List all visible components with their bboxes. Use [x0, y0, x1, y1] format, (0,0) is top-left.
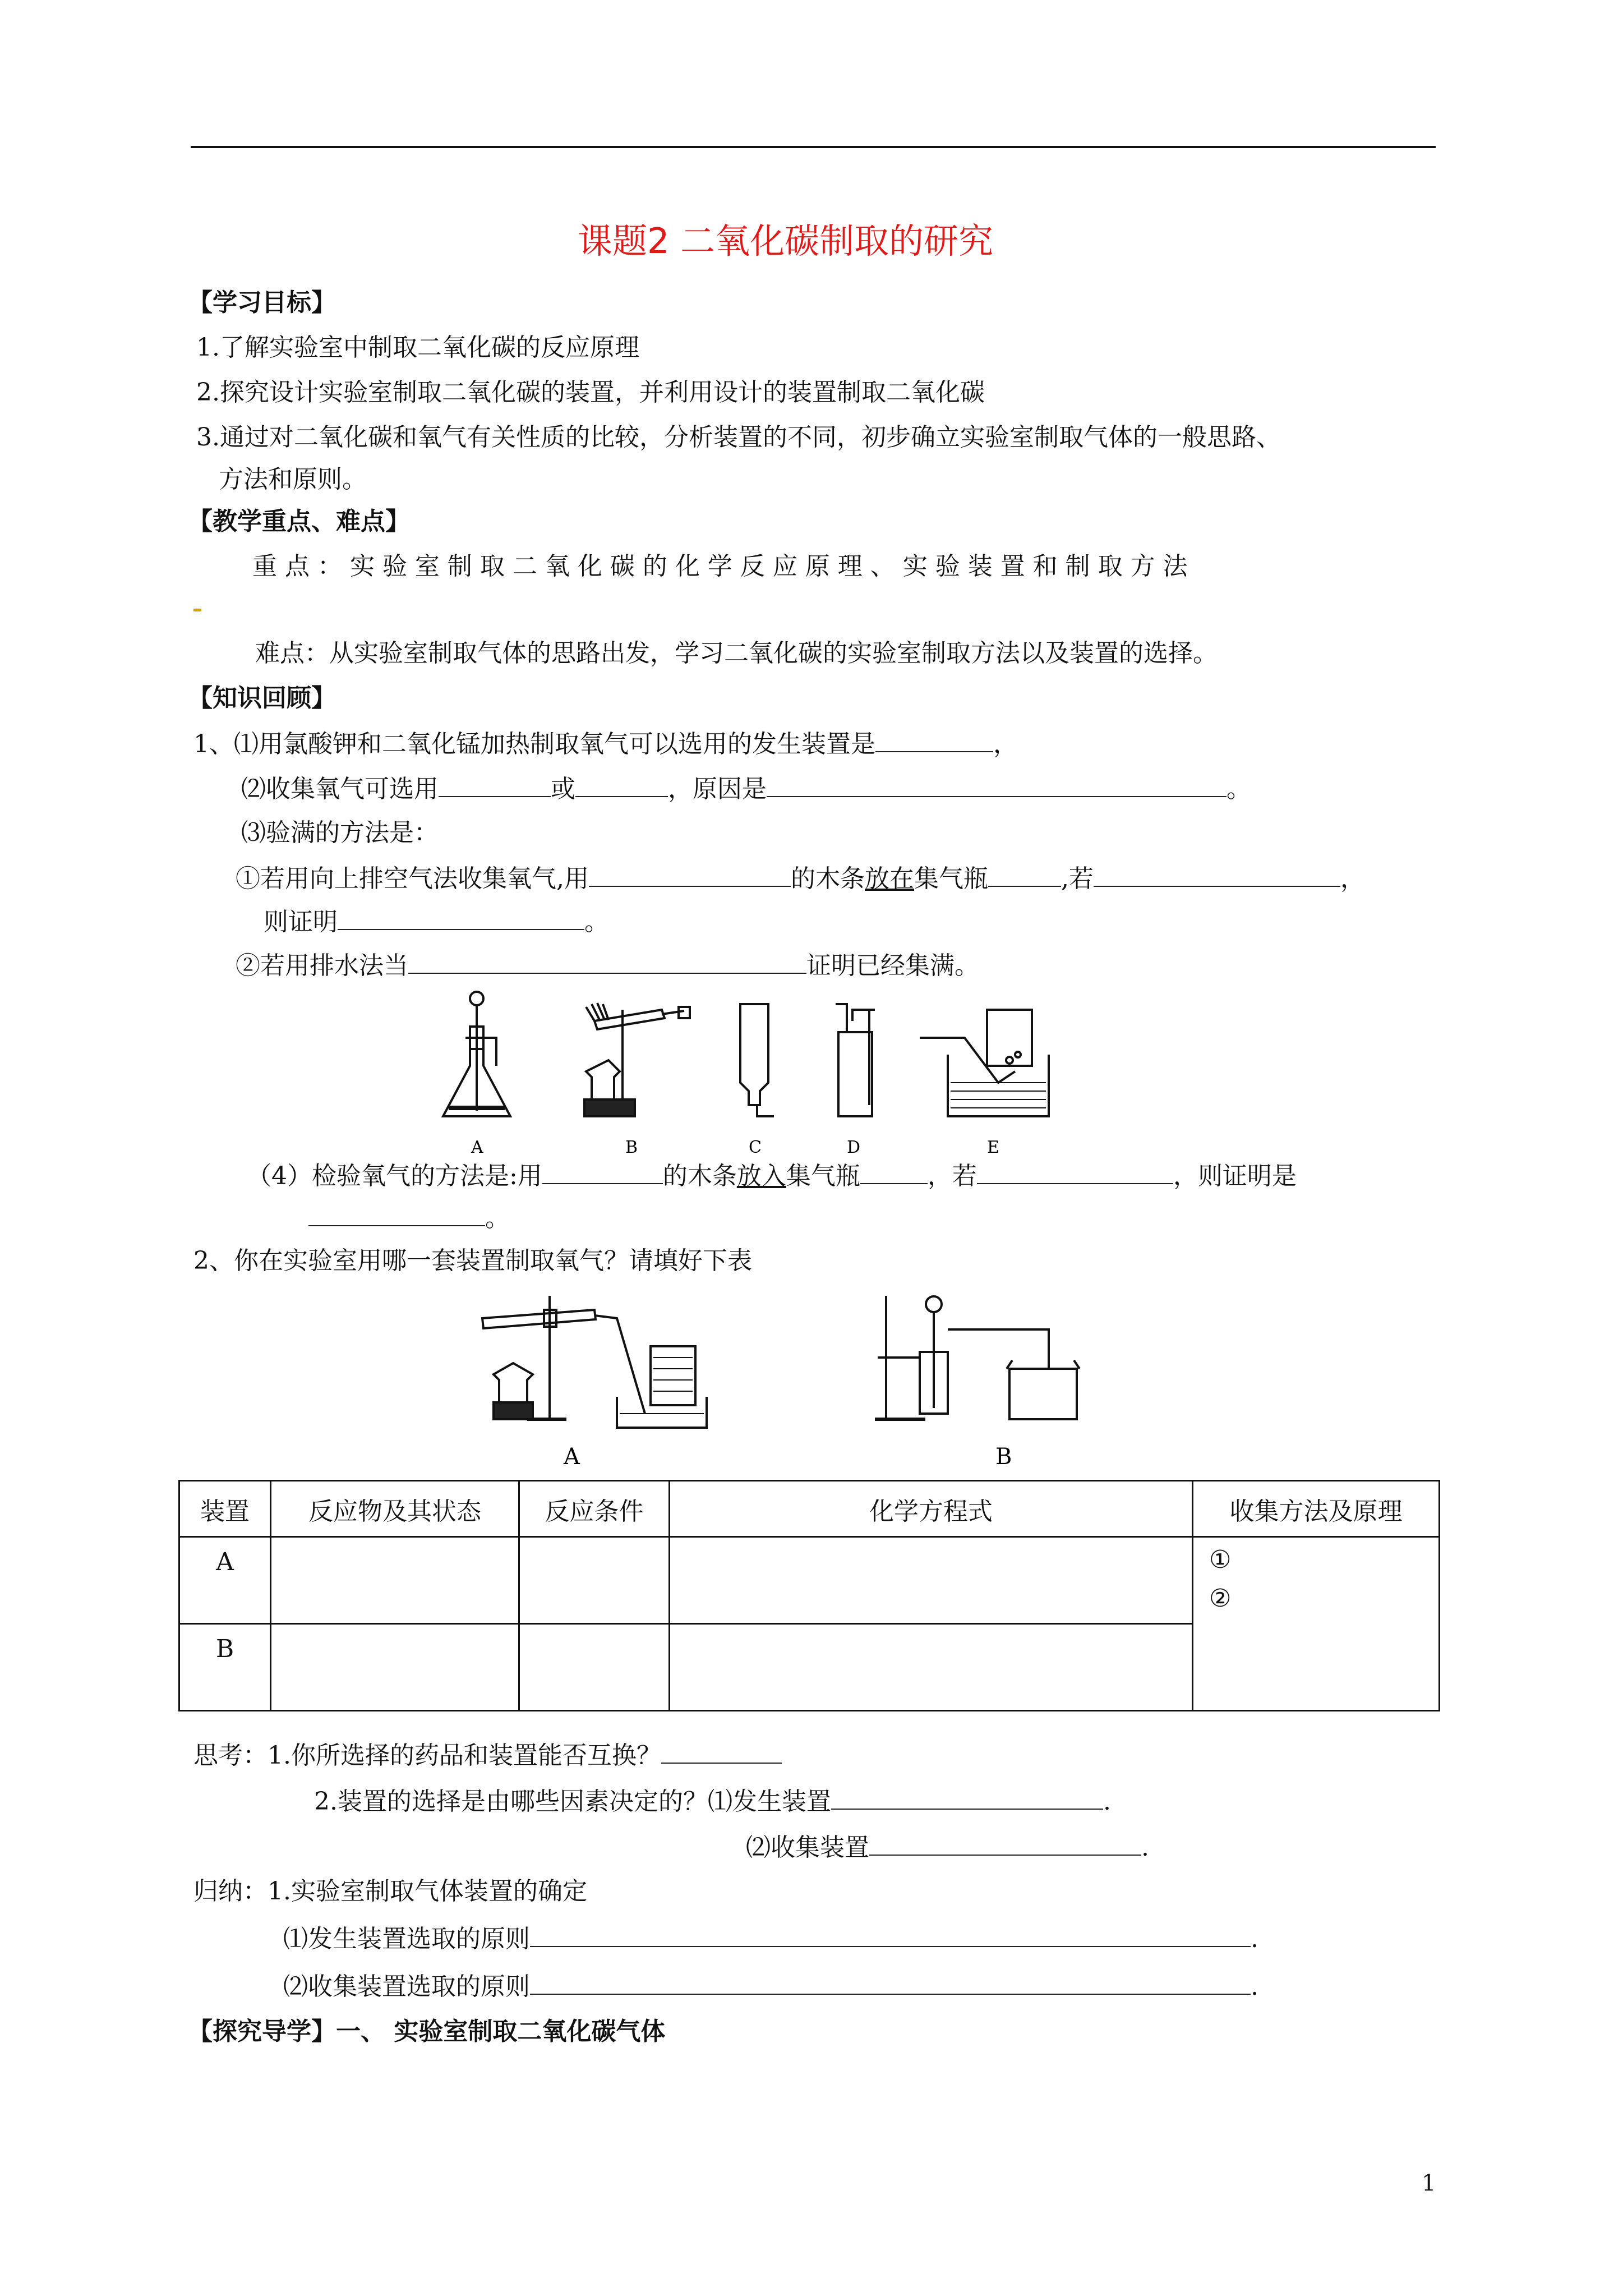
- focus-difficulty: 难点：从实验室制取气体的思路出发，学习二氧化碳的实验室制取方法以及装置的选择。: [255, 639, 1218, 668]
- header-rule: [191, 146, 1436, 148]
- summary-b: ⑵收集装置选取的原则 .: [283, 1969, 1258, 2004]
- answer-blank[interactable]: [308, 1200, 485, 1226]
- answer-blank[interactable]: [767, 771, 1227, 797]
- goal-item-2: 2.探究设计实验室制取二氧化碳的装置，并利用设计的装置制取二氧化碳: [196, 378, 985, 407]
- answer-blank[interactable]: [875, 726, 993, 752]
- table-header: 化学方程式: [670, 1481, 1193, 1537]
- page-title: 课题2 二氧化碳制取的研究: [578, 220, 994, 261]
- apparatus-label-a: A: [471, 1138, 483, 1157]
- focus-heading: 【教学重点、难点】: [188, 507, 410, 536]
- table-cell[interactable]: [670, 1537, 1193, 1624]
- table-cell[interactable]: [271, 1624, 519, 1711]
- think-q3: ⑵收集装置 .: [746, 1830, 1149, 1865]
- collect-mark-1: ①: [1209, 1545, 1232, 1574]
- question-1-3: ⑶验满的方法是：: [241, 818, 439, 847]
- apparatus-d: [836, 1004, 875, 1116]
- answer-blank[interactable]: [589, 861, 791, 887]
- explore-heading: 【探究导学】一、 实验室制取二氧化碳气体: [188, 2017, 666, 2046]
- question-1-4: （4）检验氧气的方法是:用 的木条放入集气瓶 ，若 ，则证明是: [247, 1158, 1297, 1193]
- table-cell[interactable]: [670, 1624, 1193, 1711]
- summary-a: ⑴发生装置选取的原则 .: [283, 1921, 1258, 1956]
- answer-blank[interactable]: [977, 1158, 1173, 1184]
- collect-method-cell[interactable]: [1193, 1537, 1440, 1711]
- answer-blank[interactable]: [661, 1738, 782, 1764]
- answer-blank[interactable]: [831, 1784, 1103, 1810]
- goal-item-3-cont: 方法和原则。: [219, 465, 367, 494]
- setup-figure: [471, 1285, 1144, 1487]
- question-1-2: ⑵收集氧气可选用 或 ，原因是 。: [241, 771, 1251, 806]
- answer-blank[interactable]: [860, 1158, 928, 1184]
- question-1-1: 1、⑴用氯酸钾和二氧化锰加热制取氧气可以选用的发生装置是 ，: [193, 726, 1018, 761]
- setup-b: [875, 1296, 1080, 1419]
- apparatus-b: [584, 1003, 690, 1116]
- answer-blank[interactable]: [988, 861, 1061, 887]
- review-heading: 【知识回顾】: [188, 684, 336, 712]
- table-cell[interactable]: [519, 1537, 670, 1624]
- apparatus-a: [443, 992, 510, 1116]
- setup-label-a: A: [564, 1444, 580, 1470]
- think-q1: 思考：1.你所选择的药品和装置能否互换？: [193, 1738, 782, 1773]
- focus-mark: [193, 609, 201, 611]
- focus-key: 重 点 ： 实 验 室 制 取 二 氧 化 碳 的 化 学 反 应 原 理 、 实 验 装 置 和 制 取 方 法: [252, 552, 1188, 581]
- apparatus-c: [740, 1004, 774, 1116]
- table-header: 反应条件: [519, 1481, 670, 1537]
- setup-a: [482, 1296, 707, 1428]
- summary-title: 归纳：1.实验室制取气体装置的确定: [193, 1877, 587, 1906]
- table-cell[interactable]: [519, 1624, 670, 1711]
- think-q2: 2.装置的选择是由哪些因素决定的？⑴发生装置 .: [314, 1784, 1111, 1819]
- answer-blank[interactable]: [575, 771, 668, 797]
- collect-mark-2: ②: [1209, 1584, 1232, 1613]
- goal-item-3: 3.通过对二氧化碳和氧气有关性质的比较，分析装置的不同，初步确立实验室制取气体的一般思路、: [196, 423, 1281, 452]
- apparatus-label-e: E: [987, 1138, 999, 1157]
- question-2: 2、你在实验室用哪一套装置制取氧气？请填好下表: [193, 1246, 752, 1275]
- table-cell[interactable]: [271, 1537, 519, 1624]
- table-header: 收集方法及原理: [1193, 1481, 1440, 1537]
- setup-label-b: B: [995, 1444, 1012, 1470]
- apparatus-figure: [426, 987, 1133, 1172]
- apparatus-label-c: C: [749, 1138, 762, 1157]
- apparatus-label-b: B: [625, 1138, 638, 1157]
- goals-heading: 【学习目标】: [188, 288, 336, 317]
- apparatus-e: [920, 1010, 1049, 1116]
- table-row-label: A: [179, 1537, 271, 1624]
- oxygen-setup-table: [178, 1480, 1440, 1711]
- answer-blank[interactable]: [408, 948, 806, 974]
- table-row-label: B: [179, 1624, 271, 1711]
- answer-blank[interactable]: [1094, 861, 1340, 887]
- answer-blank[interactable]: [338, 904, 584, 930]
- answer-blank[interactable]: [530, 1921, 1251, 1947]
- answer-blank[interactable]: [542, 1158, 663, 1184]
- apparatus-label-d: D: [847, 1138, 861, 1157]
- question-1-3a-cont: 则证明 。: [264, 904, 609, 939]
- page-number: 1: [1422, 2170, 1436, 2196]
- answer-blank[interactable]: [439, 771, 551, 797]
- question-1-3a: ①若用向上排空气法收集氧气,用 的木条放在集气瓶 ,若 ，: [236, 861, 1365, 896]
- question-1-3b: ②若用排水法当 证明已经集满。: [236, 948, 979, 983]
- answer-blank[interactable]: [869, 1830, 1141, 1856]
- table-header: 装置: [179, 1481, 271, 1537]
- table-header: 反应物及其状态: [271, 1481, 519, 1537]
- question-1-4-cont: 。: [308, 1200, 510, 1235]
- answer-blank[interactable]: [530, 1969, 1251, 1995]
- goal-item-1: 1.了解实验室中制取二氧化碳的反应原理: [196, 333, 639, 362]
